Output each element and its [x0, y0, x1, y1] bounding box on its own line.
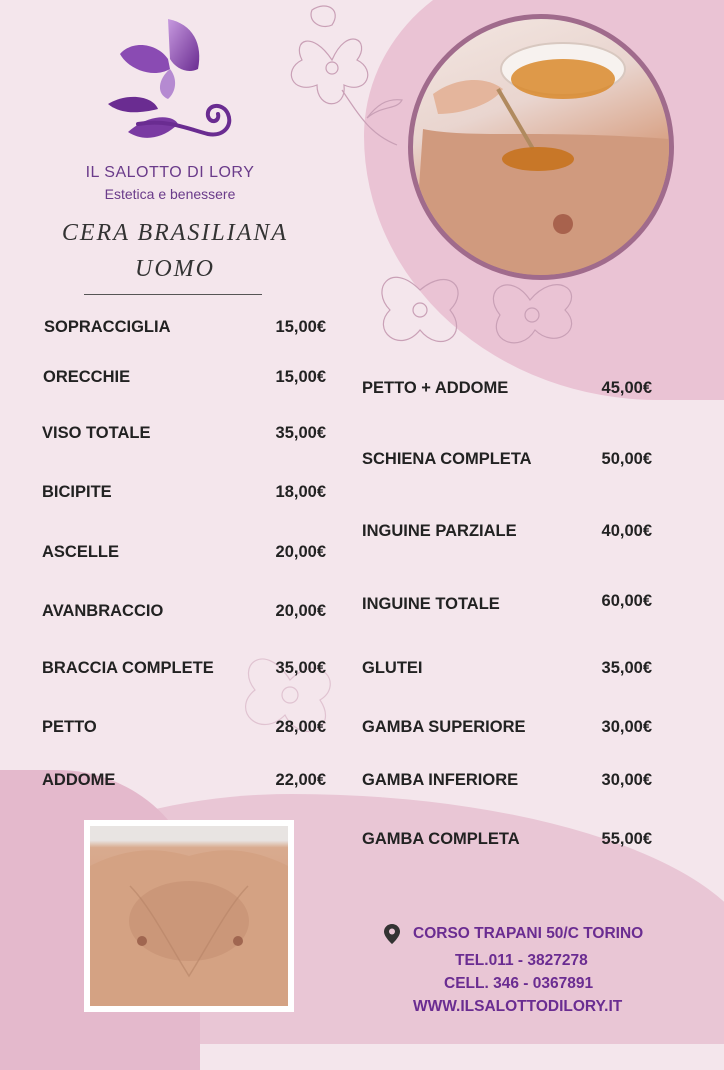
service-name: GAMBA SUPERIORE [362, 718, 526, 736]
website-link[interactable]: WWW.ILSALOTTODILORY.IT [413, 998, 623, 1015]
service-name: INGUINE PARZIALE [362, 522, 517, 540]
service-price: 18,00€ [275, 483, 326, 501]
location-pin-icon [384, 924, 400, 944]
service-price: 22,00€ [275, 771, 326, 789]
service-name: ADDOME [42, 771, 116, 789]
service-price: 60,00€ [601, 592, 652, 610]
service-name: ASCELLE [42, 543, 120, 561]
flower-decoration-icon [272, 0, 412, 150]
telephone-text: TEL.011 - 3827278 [455, 952, 588, 969]
service-name: SCHIENA COMPLETA [362, 450, 532, 468]
service-price: 15,00€ [275, 318, 326, 336]
title-divider [84, 294, 262, 295]
address-text: CORSO TRAPANI 50/C TORINO [413, 925, 644, 942]
service-price: 35,00€ [275, 659, 326, 677]
service-name: AVANBRACCIO [42, 602, 164, 620]
service-price: 28,00€ [275, 718, 326, 736]
butterfly-logo-icon [98, 14, 248, 154]
wax-treatment-photo [408, 14, 674, 280]
brand-tagline: Estetica e benessere [104, 186, 236, 202]
service-price: 20,00€ [275, 543, 326, 561]
service-name: GLUTEI [362, 659, 423, 677]
service-name: BICIPITE [42, 483, 112, 501]
service-price: 15,00€ [275, 368, 326, 386]
service-price: 30,00€ [601, 718, 652, 736]
service-name: SOPRACCIGLIA [44, 318, 171, 336]
brand-name: IL SALOTTO DI LORY [85, 164, 255, 181]
service-price: 35,00€ [601, 659, 652, 677]
service-price: 35,00€ [275, 424, 326, 442]
service-name: VISO TOTALE [42, 424, 151, 442]
service-price: 45,00€ [601, 379, 652, 397]
service-price: 50,00€ [601, 450, 652, 468]
chest-photo [84, 820, 294, 1012]
page-title-line-1: CERA BRASILIANA [61, 220, 289, 246]
service-name: ORECCHIE [43, 368, 131, 386]
service-price: 30,00€ [601, 771, 652, 789]
page-title-line-2: UOMO [135, 256, 215, 282]
service-name: PETTO + ADDOME [362, 379, 509, 397]
flower-decoration-icon [205, 610, 375, 760]
cellphone-text: CELL. 346 - 0367891 [444, 975, 594, 992]
service-price: 20,00€ [275, 602, 326, 620]
service-name: PETTO [42, 718, 97, 736]
service-name: GAMBA INFERIORE [362, 771, 519, 789]
service-name: GAMBA COMPLETA [362, 830, 520, 848]
service-price: 55,00€ [601, 830, 652, 848]
service-name: INGUINE TOTALE [362, 595, 500, 613]
service-name: BRACCIA COMPLETE [42, 659, 214, 677]
service-price: 40,00€ [601, 522, 652, 540]
